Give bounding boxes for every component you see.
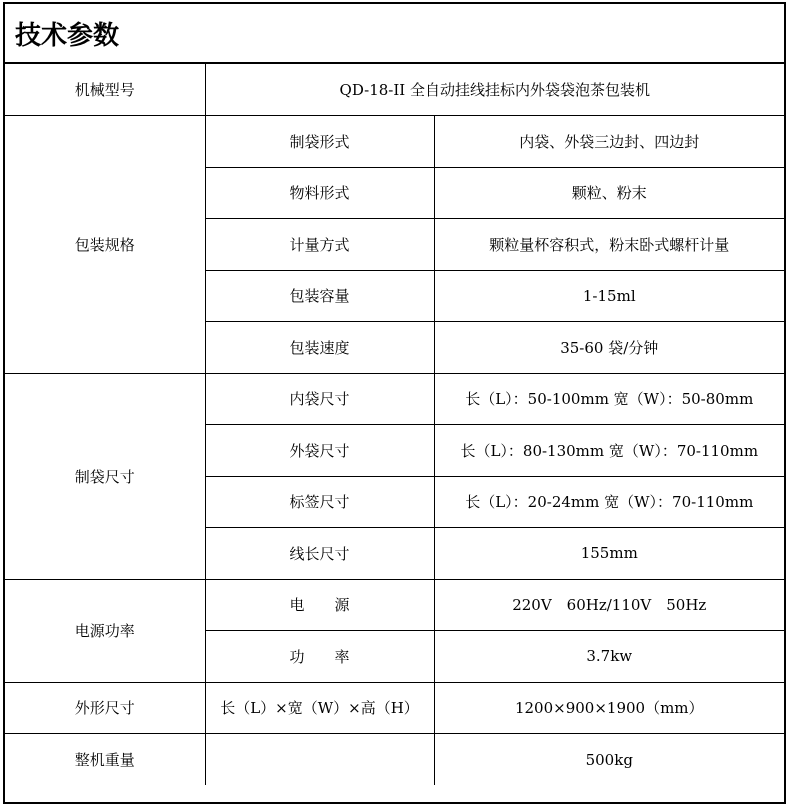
row-label: 机械型号 — [5, 64, 205, 116]
empty-cell — [205, 734, 434, 786]
row-value: 长（L）：80-130mm 宽（W）：70-110mm — [434, 425, 784, 477]
row-label: 包装速度 — [205, 322, 434, 374]
page-title: 技术参数 — [5, 4, 784, 64]
row-label: 制袋形式 — [205, 116, 434, 168]
table-row — [5, 734, 784, 786]
row-value: 内袋、外袋三边封、四边封 — [434, 116, 784, 168]
table-row — [5, 682, 784, 734]
row-label: 功 率 — [205, 631, 434, 683]
row-value: 500kg — [434, 734, 784, 786]
row-label: 内袋尺寸 — [205, 373, 434, 425]
row-label: 外袋尺寸 — [205, 425, 434, 477]
group-label: 电源功率 — [5, 579, 205, 682]
table-row — [5, 116, 784, 168]
row-value: 长（L）：50-100mm 宽（W）：50-80mm — [434, 373, 784, 425]
row-value: 35-60 袋/分钟 — [434, 322, 784, 374]
row-value: QD-18-II 全自动挂线挂标内外袋袋泡茶包装机 — [205, 64, 784, 116]
row-value: 长（L）：20-24mm 宽（W）：70-110mm — [434, 476, 784, 528]
row-label: 电 源 — [205, 579, 434, 631]
group-label: 包装规格 — [5, 116, 205, 374]
row-label: 外形尺寸 — [5, 682, 205, 734]
row-value: 1-15ml — [434, 270, 784, 322]
row-value: 220V 60Hz/110V 50Hz — [434, 579, 784, 631]
table-row — [5, 579, 784, 631]
table-row — [5, 373, 784, 425]
group-label: 制袋尺寸 — [5, 373, 205, 579]
table-row — [5, 64, 784, 116]
row-label: 标签尺寸 — [205, 476, 434, 528]
row-value: 155mm — [434, 528, 784, 580]
row-label: 物料形式 — [205, 167, 434, 219]
row-value: 颗粒量杯容积式，粉末卧式螺杆计量 — [434, 219, 784, 271]
row-label: 计量方式 — [205, 219, 434, 271]
row-sublabel: 长（L）×宽（W）×高（H） — [205, 682, 434, 734]
row-label: 整机重量 — [5, 734, 205, 786]
row-label: 线长尺寸 — [205, 528, 434, 580]
row-label: 包装容量 — [205, 270, 434, 322]
row-value: 颗粒、粉末 — [434, 167, 784, 219]
row-value: 3.7kw — [434, 631, 784, 683]
spec-sheet — [3, 2, 786, 804]
spec-table — [5, 64, 784, 785]
row-value: 1200×900×1900（mm） — [434, 682, 784, 734]
